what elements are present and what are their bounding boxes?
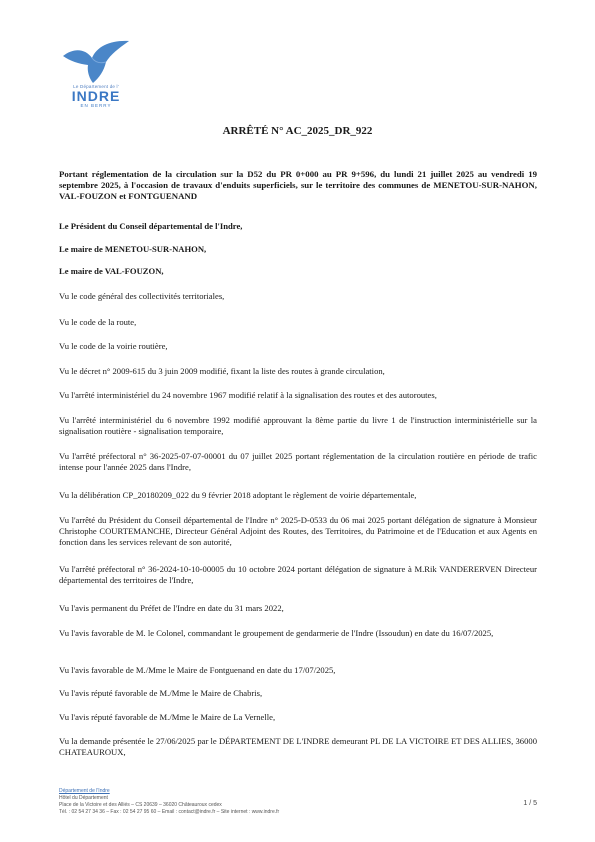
recital: Vu l'arrêté du Président du Conseil départemental de l'Indre n° 2025-D-0533 du 06 mai 2025 portant délégation de signature à Monsieur Christophe COURTEMANCHE, Directeur Général Adjoint des Routes, des Territoires, du Patrimoine et de l'Education et aux Agents en fonction dans les services relevant de son autorité,: [59, 515, 537, 547]
recital: Vu le code général des collectivités territoriales,: [59, 291, 225, 301]
recital: Vu l'arrêté interministériel du 6 novembre 1992 modifié approuvant la 8ème partie du livre 1 de l'instruction interministérielle sur la signalisation routière - signalisation temporaire,: [59, 415, 537, 436]
page-number: 1 / 5: [523, 800, 537, 807]
footer-line: Place de la Victoire et des Alliés – CS 20639 – 36020 Châteauroux cedex: [59, 802, 222, 808]
recital: Vu l'avis permanent du Préfet de l'Indre en date du 31 mars 2022,: [59, 603, 284, 613]
authority-president: Le Président du Conseil départemental de l'Indre,: [59, 221, 243, 231]
recital: Vu l'arrêté préfectoral n° 36-2025-07-07-00001 du 07 juillet 2025 portant réglementation de la circulation routière en période de trafic intense pour l'année 2025 dans l'Indre,: [59, 451, 537, 472]
recital: Vu l'avis favorable de M./Mme le Maire de Fontguenand en date du 17/07/2025,: [59, 665, 336, 675]
lead-paragraph: Portant réglementation de la circulation sur la D52 du PR 0+000 au PR 9+596, du lundi 21 juillet 2025 au vendredi 19 septembre 2025, à l'occasion de travaux d'enduits superficiels, sur le territoire des communes de MENETOU-SUR-NAHON, VAL-FOUZON et FONTGUENAND: [59, 169, 537, 201]
recital: Vu l'avis réputé favorable de M./Mme le Maire de Chabris,: [59, 688, 263, 698]
footer-department: Département de l'Indre: [59, 788, 110, 794]
recital: Vu l'avis réputé favorable de M./Mme le Maire de La Vernelle,: [59, 712, 276, 722]
recital: Vu le décret n° 2009-615 du 3 juin 2009 modifié, fixant la liste des routes à grande circulation,: [59, 366, 385, 376]
document-title: ARRÊTÉ N° AC_2025_DR_922: [222, 125, 373, 137]
logo-brand: INDRE: [71, 88, 121, 104]
footer-line: Tél. : 02 54 27 34 36 – Fax : 02 54 27 95 60 – Email : contact@indre.fr – Site internet : www.indre.fr: [59, 809, 280, 815]
department-logo: [56, 38, 136, 122]
logo-tagline: Le Département de l': [73, 84, 119, 89]
recital: Vu la délibération CP_20180209_022 du 9 février 2018 adoptant le règlement de voirie départementale,: [59, 490, 417, 500]
authority-mayor-menetou: Le maire de MENETOU-SUR-NAHON,: [59, 244, 207, 254]
logo-subtitle: EN BERRY: [80, 103, 112, 108]
recital: Vu le code de la voirie routière,: [59, 341, 168, 351]
recital: Vu l'arrêté interministériel du 24 novembre 1967 modifié relatif à la signalisation des routes et des autoroutes,: [59, 390, 437, 400]
recital: Vu l'avis favorable de M. le Colonel, commandant le groupement de gendarmerie de l'Indre (Issoudun) en date du 16/07/2025,: [59, 628, 494, 638]
bird-icon: [59, 38, 133, 86]
recital: Vu la demande présentée le 27/06/2025 par le DÉPARTEMENT DE L'INDRE demeurant PL DE LA VICTOIRE ET DES ALLIES, 36000 CHATEAUROUX,: [59, 736, 537, 757]
authority-mayor-valfouzon: Le maire de VAL-FOUZON,: [59, 266, 164, 276]
footer-line: Hôtel du Département: [59, 795, 108, 801]
page-footer: [59, 788, 537, 816]
recital: Vu le code de la route,: [59, 317, 137, 327]
recital: Vu l'arrêté préfectoral n° 36-2024-10-10-00005 du 10 octobre 2024 portant délégation de signature à M.Rik VANDERERVEN Directeur départemental des territoires de l'Indre,: [59, 564, 537, 585]
